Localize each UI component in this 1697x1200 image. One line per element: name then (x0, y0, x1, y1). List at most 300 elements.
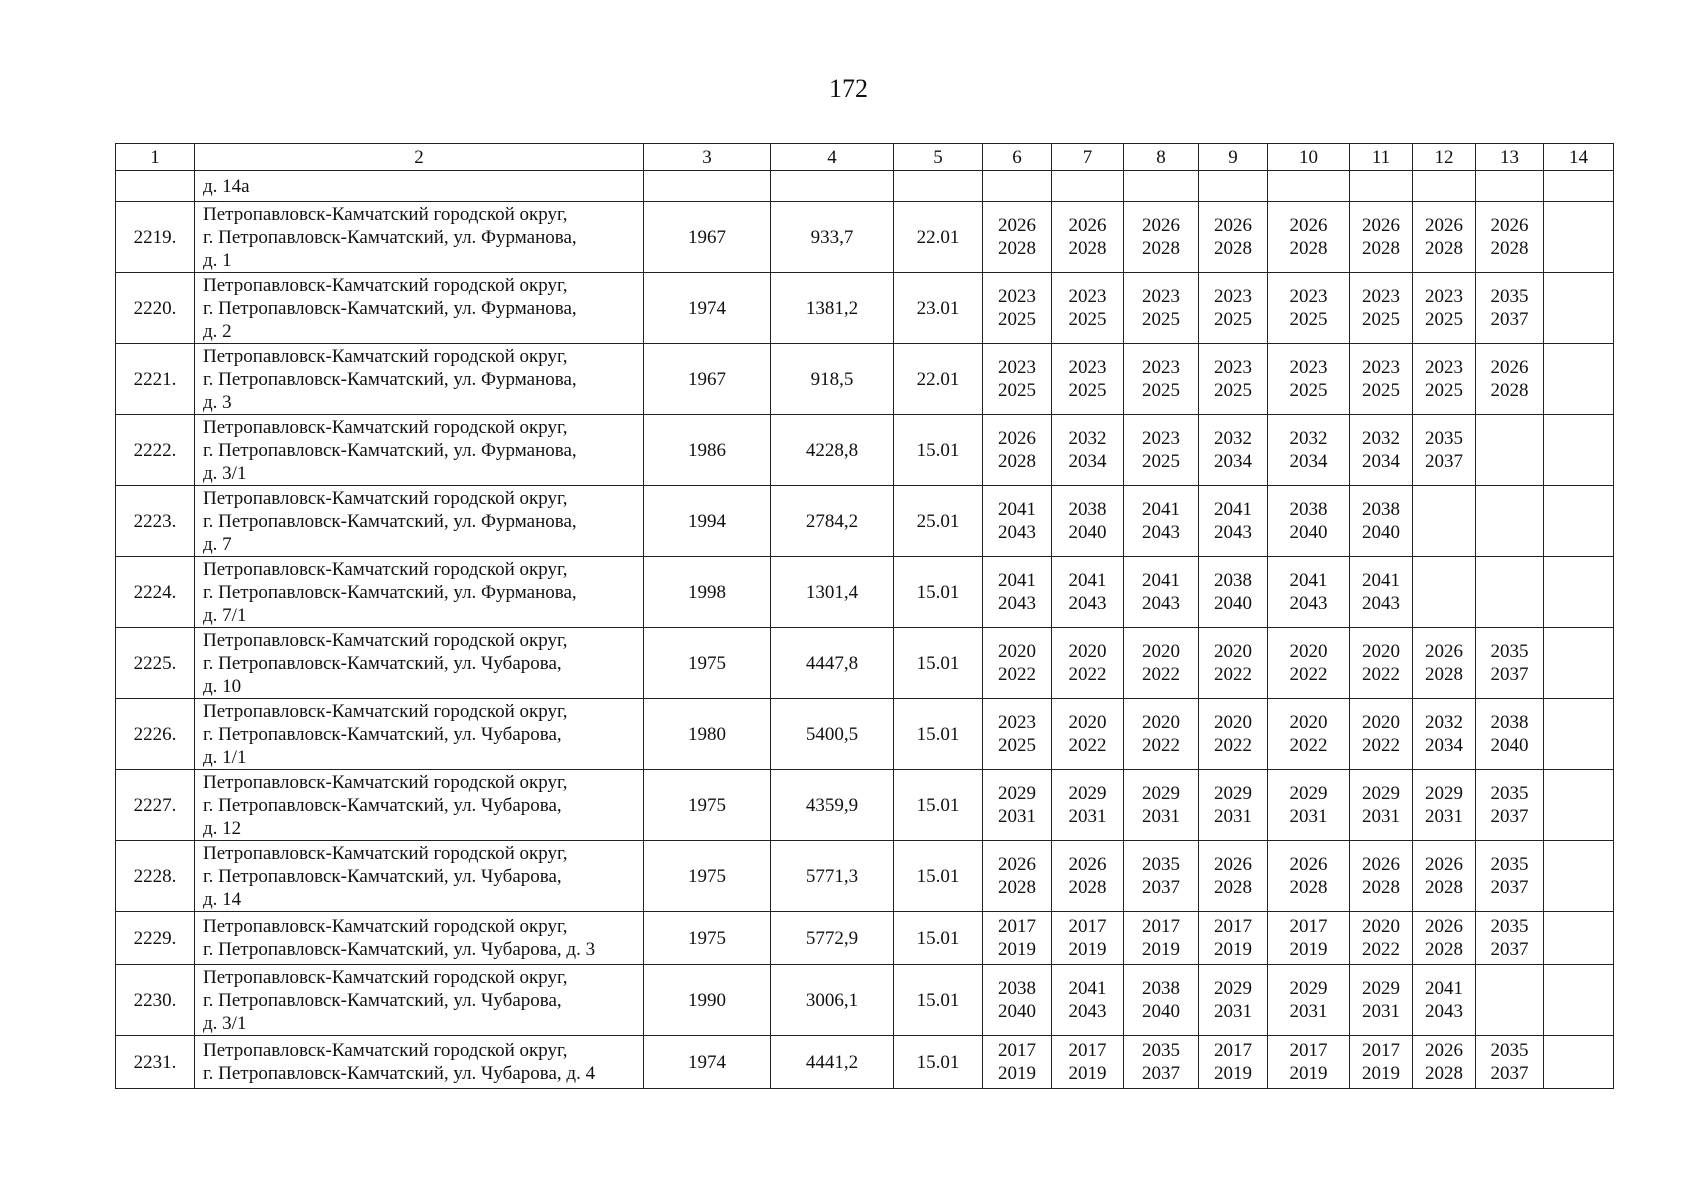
period-cell (1268, 202, 1350, 273)
year-built-cell: 1967 (644, 344, 771, 415)
address-cell (195, 1036, 644, 1089)
address-cell (195, 628, 644, 699)
table-row (116, 628, 1614, 699)
period-end: 2022 (1362, 735, 1400, 756)
period-start: 2029 (1425, 783, 1463, 804)
period-cell (1476, 699, 1544, 770)
address-line: г. Петропавловск-Камчатский, ул. Фурманова, (203, 226, 577, 248)
period-cell (983, 699, 1052, 770)
period-end: 2022 (1362, 939, 1400, 960)
row-number-cell: 2225. (116, 628, 195, 699)
period-start: 2035 (1142, 1040, 1180, 1061)
period-start: 2023 (1214, 286, 1252, 307)
period-cell (1124, 1036, 1199, 1089)
area-cell: 3006,1 (771, 965, 894, 1036)
period-start: 2035 (1490, 916, 1529, 937)
period-end: 2025 (1142, 451, 1180, 472)
period-start: 2023 (1362, 286, 1400, 307)
period-cell (983, 1036, 1052, 1089)
period-start: 2041 (1068, 570, 1107, 591)
period-end: 2043 (1289, 593, 1328, 614)
table-row (116, 965, 1614, 1036)
period-start: 2020 (998, 641, 1036, 662)
period-start: 2020 (1068, 641, 1107, 662)
period-start: 2026 (1490, 215, 1529, 236)
address-line: Петропавловск-Камчатский городской округ, (203, 771, 568, 793)
period-cell (983, 965, 1052, 1036)
period-cell (1268, 344, 1350, 415)
period-start: 2026 (1362, 215, 1400, 236)
column-number-14: 14 (1544, 144, 1614, 171)
period-start: 2026 (998, 215, 1036, 236)
period-start: 2023 (998, 357, 1036, 378)
period-start: 2023 (1214, 357, 1252, 378)
period-cell (1268, 415, 1350, 486)
period-cell (1124, 202, 1199, 273)
period-start: 2029 (1142, 783, 1180, 804)
address-line: г. Петропавловск-Камчатский, ул. Чубарова, (203, 723, 562, 745)
year-built-cell: 1975 (644, 628, 771, 699)
period-cell (1268, 628, 1350, 699)
address-cell (195, 273, 644, 344)
period-end: 2022 (1214, 735, 1252, 756)
period-start: 2041 (1362, 570, 1400, 591)
address-line: д. 14 (203, 888, 242, 910)
period-start: 2023 (1142, 286, 1180, 307)
period-cell (1124, 628, 1199, 699)
period-start: 2032 (1214, 428, 1252, 449)
period-start: 2038 (998, 978, 1036, 999)
year-built-cell: 1994 (644, 486, 771, 557)
period-start: 2020 (1142, 641, 1180, 662)
period-end: 2037 (1142, 877, 1180, 898)
empty-cell (1052, 171, 1124, 202)
empty-cell (1350, 171, 1413, 202)
table-row (116, 699, 1614, 770)
area-cell: 4359,9 (771, 770, 894, 841)
address-line: д. 3/1 (203, 462, 247, 484)
period-end: 2028 (1214, 877, 1252, 898)
period-start: 2017 (1142, 916, 1180, 937)
period-start: 2041 (1142, 499, 1180, 520)
period-cell (1413, 770, 1476, 841)
column-number-5: 5 (894, 144, 983, 171)
period-end: 2034 (1068, 451, 1107, 472)
period-cell (1350, 699, 1413, 770)
period-start: 2026 (1362, 854, 1400, 875)
address-line: г. Петропавловск-Камчатский, ул. Фурманова, (203, 439, 577, 461)
period-start: 2023 (1425, 286, 1463, 307)
address-line: д. 2 (203, 320, 232, 342)
address-line: г. Петропавловск-Камчатский, ул. Чубарова, (203, 989, 562, 1011)
period-start: 2038 (1362, 499, 1400, 520)
period-end: 2028 (1068, 877, 1107, 898)
period-cell (1413, 557, 1476, 628)
period-cell (1413, 699, 1476, 770)
period-start: 2029 (1289, 978, 1328, 999)
period-cell (1052, 628, 1124, 699)
period-cell (1124, 770, 1199, 841)
area-cell: 4228,8 (771, 415, 894, 486)
period-end: 2031 (1362, 1001, 1400, 1022)
period-cell (1052, 770, 1124, 841)
period-cell (1124, 344, 1199, 415)
period-end: 2019 (1289, 939, 1328, 960)
empty-cell (1124, 171, 1199, 202)
period-start: 2023 (1142, 428, 1180, 449)
period-start: 2029 (1289, 783, 1328, 804)
table-row (116, 273, 1614, 344)
row-number-cell: 2220. (116, 273, 195, 344)
period-start: 2017 (1214, 1040, 1252, 1061)
register-table (115, 143, 1614, 1089)
period-start: 2035 (1142, 854, 1180, 875)
period-end: 2028 (998, 451, 1036, 472)
period-start: 2017 (998, 1040, 1036, 1061)
address-line: Петропавловск-Камчатский городской округ, (203, 1040, 568, 1061)
table-row (116, 912, 1614, 965)
period-end: 2043 (998, 593, 1036, 614)
period-cell (1124, 415, 1199, 486)
period-cell (1199, 344, 1268, 415)
year-built-cell: 1975 (644, 841, 771, 912)
period-cell (1268, 1036, 1350, 1089)
year-built-cell: 1998 (644, 557, 771, 628)
period-start: 2026 (1425, 1040, 1463, 1061)
row-number-cell: 2231. (116, 1036, 195, 1089)
code-cell: 15.01 (894, 912, 983, 965)
period-cell (1350, 344, 1413, 415)
period-cell (1350, 202, 1413, 273)
period-cell (1544, 965, 1614, 1036)
period-cell (1413, 486, 1476, 557)
empty-cell (644, 171, 771, 202)
period-end: 2025 (1362, 309, 1400, 330)
period-cell (1476, 841, 1544, 912)
period-cell (983, 415, 1052, 486)
empty-cell (1199, 171, 1268, 202)
code-cell: 15.01 (894, 841, 983, 912)
column-number-9: 9 (1199, 144, 1268, 171)
period-cell (1199, 699, 1268, 770)
period-end: 2025 (1425, 309, 1463, 330)
period-cell (1350, 841, 1413, 912)
period-start: 2029 (1214, 783, 1252, 804)
area-cell: 5772,9 (771, 912, 894, 965)
area-cell: 933,7 (771, 202, 894, 273)
period-end: 2025 (1214, 309, 1252, 330)
address-line: г. Петропавловск-Камчатский, ул. Чубарова, (203, 794, 562, 816)
period-cell (1268, 699, 1350, 770)
period-end: 2037 (1490, 309, 1529, 330)
period-end: 2040 (998, 1001, 1036, 1022)
area-cell: 4447,8 (771, 628, 894, 699)
period-start: 2032 (1425, 712, 1463, 733)
row-number-cell: 2223. (116, 486, 195, 557)
code-cell: 15.01 (894, 415, 983, 486)
code-cell: 15.01 (894, 628, 983, 699)
period-start: 2023 (998, 286, 1036, 307)
period-end: 2043 (998, 522, 1036, 543)
period-start: 2017 (1289, 916, 1328, 937)
period-cell (1199, 628, 1268, 699)
address-line: Петропавловск-Камчатский городской округ, (203, 700, 568, 722)
column-number-13: 13 (1476, 144, 1544, 171)
year-built-cell: 1980 (644, 699, 771, 770)
area-cell: 5771,3 (771, 841, 894, 912)
year-built-cell: 1974 (644, 1036, 771, 1089)
row-number-cell: 2221. (116, 344, 195, 415)
address-cell (195, 699, 644, 770)
page-number: 172 (829, 74, 868, 103)
address-cell (195, 202, 644, 273)
period-cell (1476, 344, 1544, 415)
code-cell: 15.01 (894, 965, 983, 1036)
column-number-8: 8 (1124, 144, 1199, 171)
period-end: 2022 (1289, 735, 1328, 756)
period-cell (1124, 965, 1199, 1036)
period-cell (983, 770, 1052, 841)
period-cell (1350, 770, 1413, 841)
area-cell: 4441,2 (771, 1036, 894, 1089)
period-end: 2025 (1068, 309, 1107, 330)
address-cell (195, 486, 644, 557)
period-cell (1124, 699, 1199, 770)
period-start: 2029 (1068, 783, 1107, 804)
period-cell (1413, 965, 1476, 1036)
address-line: д. 7 (203, 533, 232, 555)
period-cell (1052, 486, 1124, 557)
period-cell (1199, 202, 1268, 273)
period-start: 2017 (1068, 1040, 1107, 1061)
period-start: 2041 (998, 570, 1036, 591)
address-cell (195, 965, 644, 1036)
period-end: 2031 (1425, 806, 1463, 827)
period-cell (983, 841, 1052, 912)
period-start: 2023 (1425, 357, 1463, 378)
column-number-12: 12 (1413, 144, 1476, 171)
period-end: 2022 (1068, 735, 1107, 756)
period-cell (1413, 273, 1476, 344)
table-row (116, 841, 1614, 912)
period-end: 2019 (1214, 939, 1252, 960)
period-end: 2019 (1289, 1063, 1328, 1084)
address-line: д. 1/1 (203, 746, 247, 768)
period-cell (1413, 1036, 1476, 1089)
address-line: д. 1 (203, 249, 232, 271)
period-end: 2031 (998, 806, 1036, 827)
period-start: 2041 (1068, 978, 1107, 999)
period-cell (1476, 486, 1544, 557)
period-start: 2029 (1362, 978, 1400, 999)
row-number-cell (116, 171, 195, 202)
period-start: 2032 (1362, 428, 1400, 449)
year-built-cell: 1986 (644, 415, 771, 486)
period-end: 2028 (1214, 238, 1252, 259)
period-cell (1544, 841, 1614, 912)
area-cell: 2784,2 (771, 486, 894, 557)
address-line: г. Петропавловск-Камчатский, ул. Фурманова, (203, 297, 577, 319)
address-cell (195, 415, 644, 486)
period-end: 2031 (1214, 806, 1252, 827)
period-cell (1052, 415, 1124, 486)
period-end: 2034 (1362, 451, 1400, 472)
row-number-cell: 2230. (116, 965, 195, 1036)
code-cell: 15.01 (894, 1036, 983, 1089)
period-end: 2034 (1214, 451, 1252, 472)
address-line: г. Петропавловск-Камчатский, ул. Чубарова, (203, 865, 562, 887)
period-cell (1413, 202, 1476, 273)
period-start: 2026 (1068, 854, 1107, 875)
period-cell (1544, 770, 1614, 841)
period-end: 2034 (1425, 735, 1463, 756)
period-end: 2019 (1214, 1063, 1252, 1084)
period-cell (1476, 912, 1544, 965)
period-start: 2029 (1214, 978, 1252, 999)
period-cell (1199, 273, 1268, 344)
period-end: 2025 (1362, 380, 1400, 401)
period-end: 2022 (998, 664, 1036, 685)
period-end: 2025 (1425, 380, 1463, 401)
period-start: 2023 (1068, 286, 1107, 307)
period-cell (1199, 912, 1268, 965)
period-start: 2035 (1490, 854, 1529, 875)
address-line: Петропавловск-Камчатский городской округ, (203, 345, 568, 367)
period-start: 2026 (1425, 854, 1463, 875)
empty-cell (1413, 171, 1476, 202)
period-cell (1413, 415, 1476, 486)
address-line: д. 3 (203, 391, 232, 413)
period-cell (1268, 770, 1350, 841)
period-cell (1052, 699, 1124, 770)
period-start: 2038 (1289, 499, 1328, 520)
period-start: 2029 (998, 783, 1036, 804)
address-line: Петропавловск-Камчатский городской округ, (203, 274, 568, 296)
period-start: 2038 (1214, 570, 1252, 591)
address-line: Петропавловск-Камчатский городской округ, (203, 558, 568, 580)
area-cell: 1381,2 (771, 273, 894, 344)
period-cell (1413, 344, 1476, 415)
address-line: г. Петропавловск-Камчатский, ул. Чубарова, (203, 652, 562, 674)
row-number-cell: 2222. (116, 415, 195, 486)
row-number-cell: 2229. (116, 912, 195, 965)
address-line: Петропавловск-Камчатский городской округ, (203, 203, 568, 225)
period-start: 2026 (1068, 215, 1107, 236)
period-start: 2020 (1142, 712, 1180, 733)
period-cell (1544, 699, 1614, 770)
address-line: г. Петропавловск-Камчатский, ул. Фурманова, (203, 510, 577, 532)
table-row (116, 557, 1614, 628)
period-start: 2032 (1289, 428, 1328, 449)
address-line: г. Петропавловск-Камчатский, ул. Чубарова, д. 3 (203, 939, 596, 960)
period-cell (1350, 273, 1413, 344)
period-end: 2028 (1289, 238, 1328, 259)
period-end: 2031 (1289, 806, 1328, 827)
period-start: 2023 (1289, 357, 1328, 378)
code-cell: 15.01 (894, 557, 983, 628)
period-cell (1476, 1036, 1544, 1089)
period-cell (1052, 1036, 1124, 1089)
period-end: 2037 (1490, 664, 1529, 685)
period-end: 2019 (1142, 939, 1180, 960)
period-cell (1476, 770, 1544, 841)
row-number-cell: 2226. (116, 699, 195, 770)
period-cell (1052, 557, 1124, 628)
address-line: г. Петропавловск-Камчатский, ул. Чубарова, д. 4 (203, 1063, 596, 1084)
period-end: 2028 (1362, 238, 1400, 259)
period-cell (1350, 628, 1413, 699)
period-cell (1476, 557, 1544, 628)
period-end: 2031 (1289, 1001, 1328, 1022)
year-built-cell: 1967 (644, 202, 771, 273)
period-cell (983, 486, 1052, 557)
period-end: 2040 (1362, 522, 1400, 543)
period-cell (983, 912, 1052, 965)
empty-cell (983, 171, 1052, 202)
period-end: 2019 (1068, 939, 1107, 960)
period-end: 2022 (1289, 664, 1328, 685)
period-start: 2032 (1068, 428, 1107, 449)
area-cell: 5400,5 (771, 699, 894, 770)
period-cell (1544, 628, 1614, 699)
period-end: 2028 (1425, 1063, 1463, 1084)
area-cell: 918,5 (771, 344, 894, 415)
period-start: 2023 (1289, 286, 1328, 307)
period-cell (1124, 273, 1199, 344)
code-cell: 22.01 (894, 202, 983, 273)
period-cell (1544, 273, 1614, 344)
period-end: 2022 (1142, 735, 1180, 756)
period-cell (1544, 415, 1614, 486)
period-end: 2025 (1142, 309, 1180, 330)
period-start: 2035 (1425, 428, 1463, 449)
period-end: 2043 (1362, 593, 1400, 614)
period-end: 2040 (1068, 522, 1107, 543)
period-start: 2023 (1142, 357, 1180, 378)
period-end: 2028 (1425, 664, 1463, 685)
period-start: 2038 (1142, 978, 1180, 999)
period-cell (1476, 273, 1544, 344)
period-cell (1199, 1036, 1268, 1089)
period-end: 2043 (1425, 1001, 1463, 1022)
period-start: 2035 (1490, 641, 1529, 662)
empty-cell (894, 171, 983, 202)
period-end: 2034 (1289, 451, 1328, 472)
address-cell (195, 344, 644, 415)
period-start: 2041 (1214, 499, 1252, 520)
period-end: 2028 (1068, 238, 1107, 259)
period-start: 2020 (1362, 641, 1400, 662)
period-start: 2029 (1362, 783, 1400, 804)
period-end: 2037 (1490, 939, 1529, 960)
area-cell: 1301,4 (771, 557, 894, 628)
period-cell (1268, 841, 1350, 912)
period-end: 2043 (1214, 522, 1252, 543)
period-end: 2028 (1490, 380, 1529, 401)
period-cell (983, 557, 1052, 628)
empty-cell (1544, 171, 1614, 202)
period-end: 2037 (1142, 1063, 1180, 1084)
row-number-cell: 2219. (116, 202, 195, 273)
address-line: Петропавловск-Камчатский городской округ, (203, 629, 568, 651)
empty-cell (1476, 171, 1544, 202)
period-end: 2025 (1068, 380, 1107, 401)
period-cell (1350, 486, 1413, 557)
period-start: 2020 (1362, 712, 1400, 733)
period-cell (1199, 486, 1268, 557)
period-cell (1350, 557, 1413, 628)
period-start: 2026 (1142, 215, 1180, 236)
